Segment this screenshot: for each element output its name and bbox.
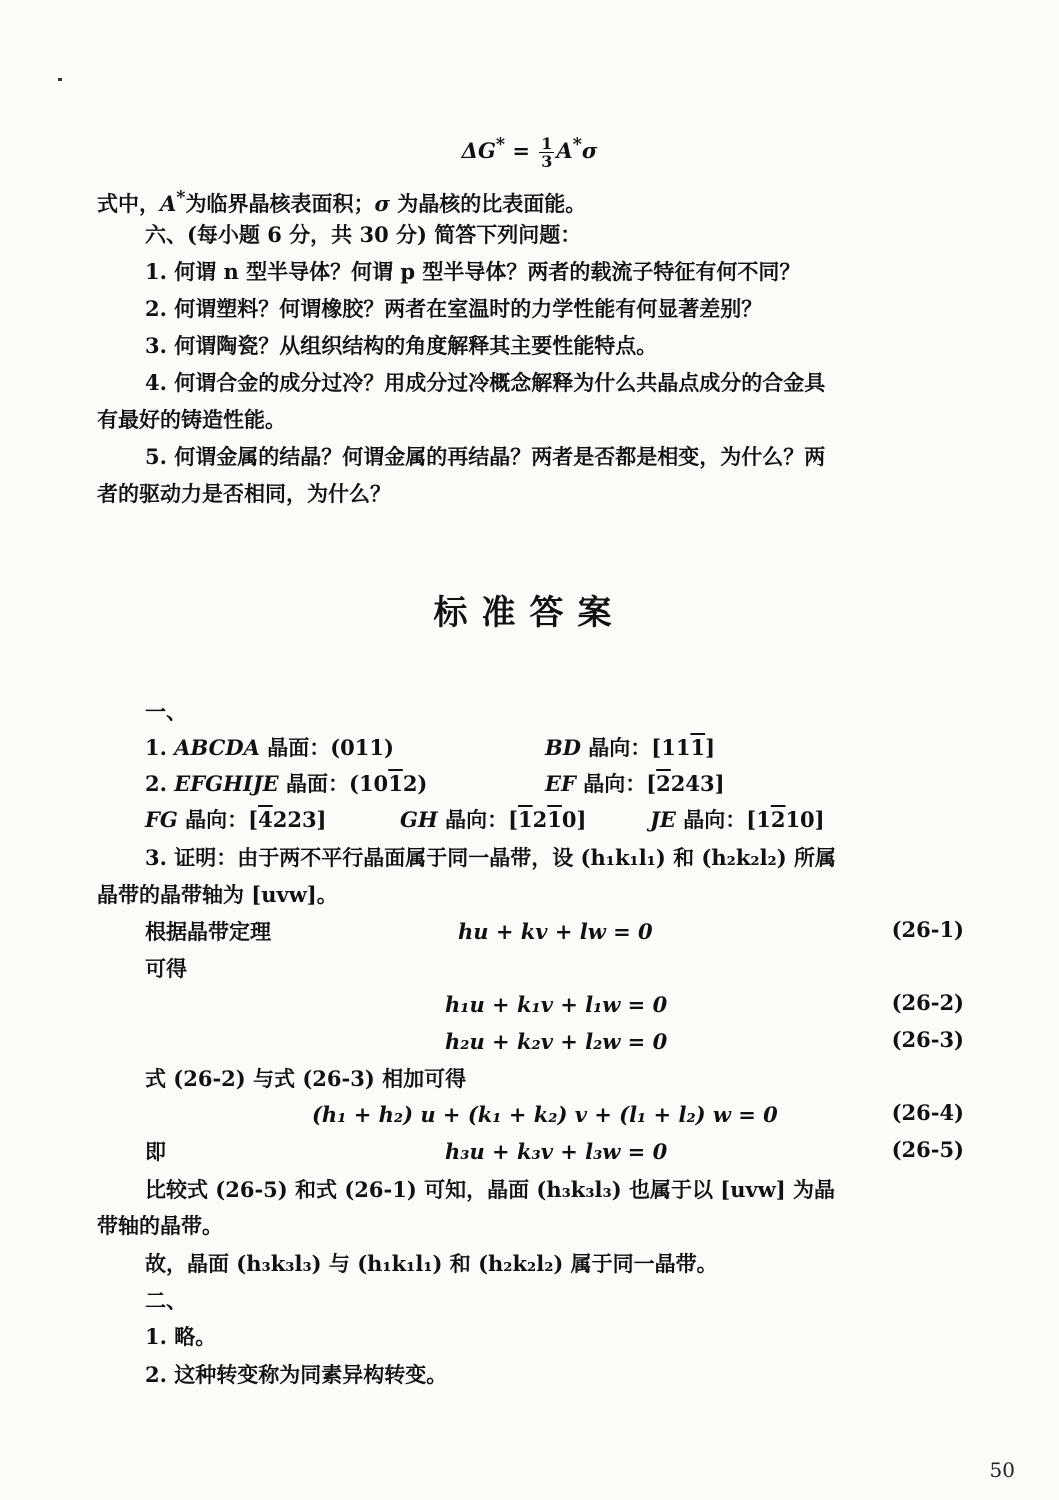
answer-3-line-2: 晶带的晶带轴为 [uvw]。 xyxy=(97,882,338,907)
conclusion: 故，晶面 (h₃k₃l₃) 与 (h₁k₁l₁) 和 (h₂k₂l₂) 属于同一晶带。 xyxy=(145,1251,718,1276)
answer-2-direction-fg: FG 晶向：[4223] xyxy=(145,807,327,832)
equation-26-2: h₁u + k₁v + l₁w = 0 xyxy=(445,992,668,1017)
question-5-line-1: 5. 何谓金属的结晶？何谓金属的再结晶？两者是否都是相变，为什么？两 xyxy=(145,444,826,469)
comparison-line-2: 带轴的晶带。 xyxy=(97,1213,223,1238)
equation-26-1: hu + kv + lw = 0 xyxy=(458,919,653,944)
kede-label: 可得 xyxy=(145,956,187,981)
equation-26-3: h₂u + k₂v + l₂w = 0 xyxy=(445,1029,668,1054)
section-6-heading: 六、(每小题 6 分，共 30 分) 简答下列问题： xyxy=(145,222,582,247)
answer-2-plane: 2. EFGHIJE 晶面：(1012) xyxy=(145,771,428,796)
equation-26-4: (h₁ + h₂) u + (k₁ + k₂) v + (l₁ + l₂) w = 0 xyxy=(312,1102,778,1127)
fraction: $\frac{1}{3}$ xyxy=(541,134,553,171)
answer-2-1: 1. 略。 xyxy=(145,1324,217,1349)
page-number: 50 xyxy=(989,1458,1015,1482)
answer-3-line-1: 3. 证明：由于两不平行晶面属于同一晶带，设 (h₁k₁l₁) 和 (h₂k₂l₂) 所属 xyxy=(145,845,836,870)
answer-2-direction-ef: EF 晶向：[2243] xyxy=(545,771,725,796)
question-4-line-1: 4. 何谓合金的成分过冷？用成分过冷概念解释为什么共晶点成分的合金具 xyxy=(145,370,826,395)
question-4-line-2: 有最好的铸造性能。 xyxy=(97,407,286,432)
ji-label: 即 xyxy=(145,1139,166,1164)
formula-explanation: 式中，A*为临界晶核表面积；σ 为晶核的比表面能。 xyxy=(97,188,587,216)
answer-1-direction: BD 晶向：[111] xyxy=(545,735,716,760)
scan-speck xyxy=(58,78,62,81)
equation-number-26-5: (26-5) xyxy=(891,1137,964,1162)
question-2: 2. 何谓塑料？何谓橡胶？两者在室温时的力学性能有何显著差别？ xyxy=(145,296,763,321)
equation-number-26-1: (26-1) xyxy=(891,917,964,942)
question-1: 1. 何谓 n 型半导体？何谓 p 型半导体？两者的载流子特征有何不同？ xyxy=(145,259,801,284)
question-5-line-2: 者的驱动力是否相同，为什么？ xyxy=(97,481,391,506)
answer-2-direction-je: JE 晶向：[1210] xyxy=(650,807,825,832)
equation-number-26-4: (26-4) xyxy=(891,1100,964,1125)
formula-delta-g: ΔG* = $\frac{1}{3}$ A*σ xyxy=(461,134,598,171)
answer-2-direction-gh: GH 晶向：[1210] xyxy=(400,807,587,832)
equation-number-26-3: (26-3) xyxy=(891,1027,964,1052)
comparison-line-1: 比较式 (26-5) 和式 (26-1) 可知，晶面 (h₃k₃l₃) 也属于以 [uvw] 为晶 xyxy=(145,1177,836,1202)
sum-statement: 式 (26-2) 与式 (26-3) 相加可得 xyxy=(145,1066,467,1091)
question-3: 3. 何谓陶瓷？从组织结构的角度解释其主要性能特点。 xyxy=(145,333,658,358)
answer-1-plane: 1. ABCDA 晶面：(011) xyxy=(145,735,394,760)
equation-number-26-2: (26-2) xyxy=(891,990,964,1015)
answer-section-1: 一、 xyxy=(145,699,187,724)
answer-section-2: 二、 xyxy=(145,1288,187,1313)
answer-2-2: 2. 这种转变称为同素异构转变。 xyxy=(145,1362,448,1387)
equation-26-5: h₃u + k₃v + l₃w = 0 xyxy=(445,1139,668,1164)
zone-theorem-label: 根据晶带定理 xyxy=(145,919,271,944)
answer-title: 标准答案 xyxy=(433,593,626,633)
